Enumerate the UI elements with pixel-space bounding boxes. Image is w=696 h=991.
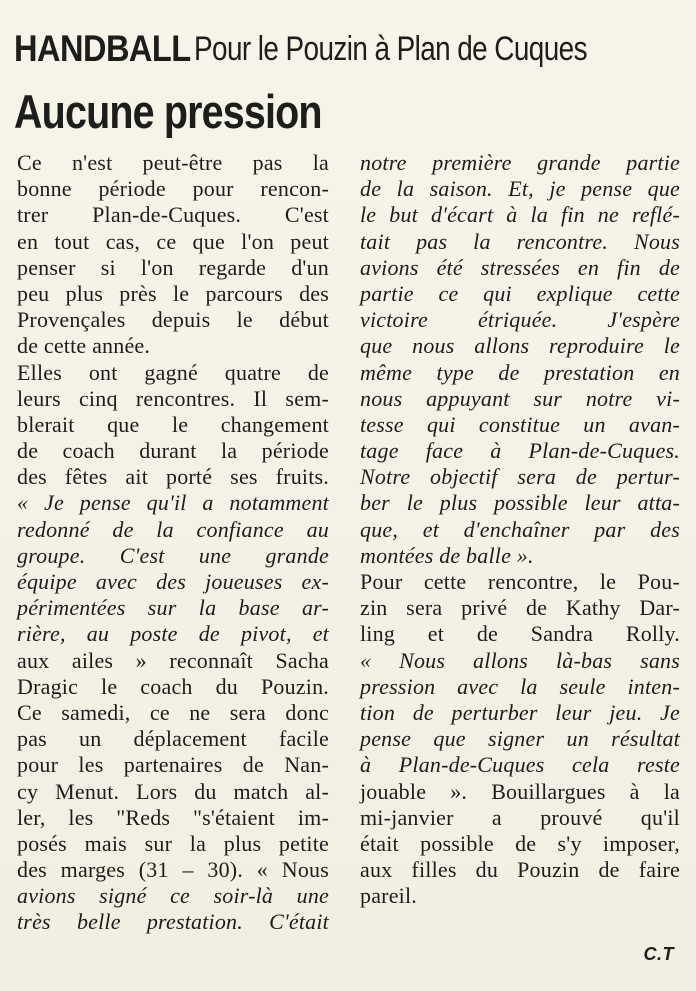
article-text-line: trer Plan-de-Cuques. C'est <box>17 202 329 228</box>
article-text-line: même type de prestation en <box>360 359 680 385</box>
article-title: Aucune pression <box>14 85 322 138</box>
section-kicker: HANDBALL <box>14 28 191 69</box>
article-text-line: pression avec la seule inten- <box>360 673 680 699</box>
article-text-line: montées de balle ». <box>360 542 534 568</box>
article-column-left <box>17 150 329 936</box>
article-text-line: mi-janvier a prouvé qu'il <box>360 804 680 830</box>
article-text-line: des fêtes ait porté ses fruits. <box>17 464 329 490</box>
article-text-line: avions été stressées en fin de <box>360 254 680 280</box>
article-text-line: « Nous allons là-bas sans <box>360 647 680 673</box>
article-text-line: leurs cinq rencontres. Il sem- <box>17 385 329 411</box>
article-text-line: rière, au poste de pivot, et <box>17 621 329 647</box>
article-text-line: nous appuyant sur notre vi- <box>360 385 680 411</box>
article-text-line: à Plan-de-Cuques cela reste <box>360 752 680 778</box>
article-text-line: de coach durant la période <box>17 438 329 464</box>
article-text-line: des marges (31 – 30). « Nous <box>17 857 329 883</box>
article-text-line: redonné de la confiance au <box>17 516 329 542</box>
article-text-line: notre première grande partie <box>360 150 680 175</box>
article-text-line: le but d'écart à la fin ne reflé- <box>360 202 680 228</box>
article-text-line: posés mais sur la plus petite <box>17 830 329 856</box>
headline-subkicker: Pour le Pouzin à Plan de Cuques <box>194 30 587 68</box>
article-text-line: de la saison. Et, je pense que <box>360 176 680 202</box>
article-text-line: était possible de s'y imposer, <box>360 830 680 856</box>
article-text-line: tion de perturber leur jeu. Je <box>360 699 680 725</box>
article-text-line: zin sera privé de Kathy Dar- <box>360 595 680 621</box>
article-text-line: blerait que le changement <box>17 411 329 437</box>
author-signature: C.T <box>643 944 674 964</box>
article-text-line: peu plus près le parcours des <box>17 280 329 306</box>
article-text-line: tesse qui constitue un avan- <box>360 411 680 437</box>
article-text-line: tait pas la rencontre. Nous <box>360 228 680 254</box>
article-text-line: groupe. C'est une grande <box>17 542 329 568</box>
article-text-line: équipe avec des joueuses ex- <box>17 569 329 594</box>
article-text-line: Pour cette rencontre, le Pou- <box>360 569 680 594</box>
article-text-line: pense que signer un résultat <box>360 726 680 752</box>
article-column-right <box>360 150 680 909</box>
article-text-line: périmentées sur la base ar- <box>17 595 329 621</box>
article-text-line: que, et d'enchaîner par des <box>360 516 680 542</box>
article-text-line: pas un déplacement facile <box>17 726 329 752</box>
article-text-line: ling et de Sandra Rolly. <box>360 621 680 647</box>
article-text-line: Notre objectif sera de pertur- <box>360 464 680 490</box>
headline-kicker-row <box>14 24 215 74</box>
article-text-line: bonne période pour rencon- <box>17 176 329 202</box>
article-text-line: ber le plus possible leur atta- <box>360 490 680 516</box>
article-text-line: très belle prestation. C'était <box>17 909 329 935</box>
article-text-line: Ce n'est peut-être pas la <box>17 150 329 175</box>
article-text-line: pour les partenaires de Nan- <box>17 752 329 778</box>
article-text-line: que nous allons reproduire le <box>360 333 680 359</box>
article-text-line: tage face à Plan-de-Cuques. <box>360 438 680 464</box>
article-text-line: ler, les "Reds "s'étaient im- <box>17 804 329 830</box>
article-text-line: Ce samedi, ce ne sera donc <box>17 699 329 725</box>
article-text-line: Dragic le coach du Pouzin. <box>17 673 329 699</box>
article-text-line: Elles ont gagné quatre de <box>17 359 329 385</box>
article-text-line: aux filles du Pouzin de faire <box>360 857 680 883</box>
article-text-line: cy Menut. Lors du match al- <box>17 778 329 804</box>
article-text-line: penser si l'on regarde d'un <box>17 254 329 280</box>
article-text-line: pareil. <box>360 883 417 909</box>
article-text-line: Provençales depuis le début <box>17 307 329 333</box>
article-text-line: « Je pense qu'il a notamment <box>17 490 329 516</box>
article-text-line: en tout cas, ce que l'on peut <box>17 228 329 254</box>
article-text-line: partie ce qui explique cette <box>360 280 680 306</box>
article-text-line: avions signé ce soir-là une <box>17 883 329 909</box>
article-text-line: jouable ». Bouillargues à la <box>360 778 680 804</box>
article-text-line: de cette année. <box>17 333 151 359</box>
article-text-line: aux ailes » reconnaît Sacha <box>17 647 329 673</box>
article-text-line: victoire étriquée. J'espère <box>360 307 680 333</box>
